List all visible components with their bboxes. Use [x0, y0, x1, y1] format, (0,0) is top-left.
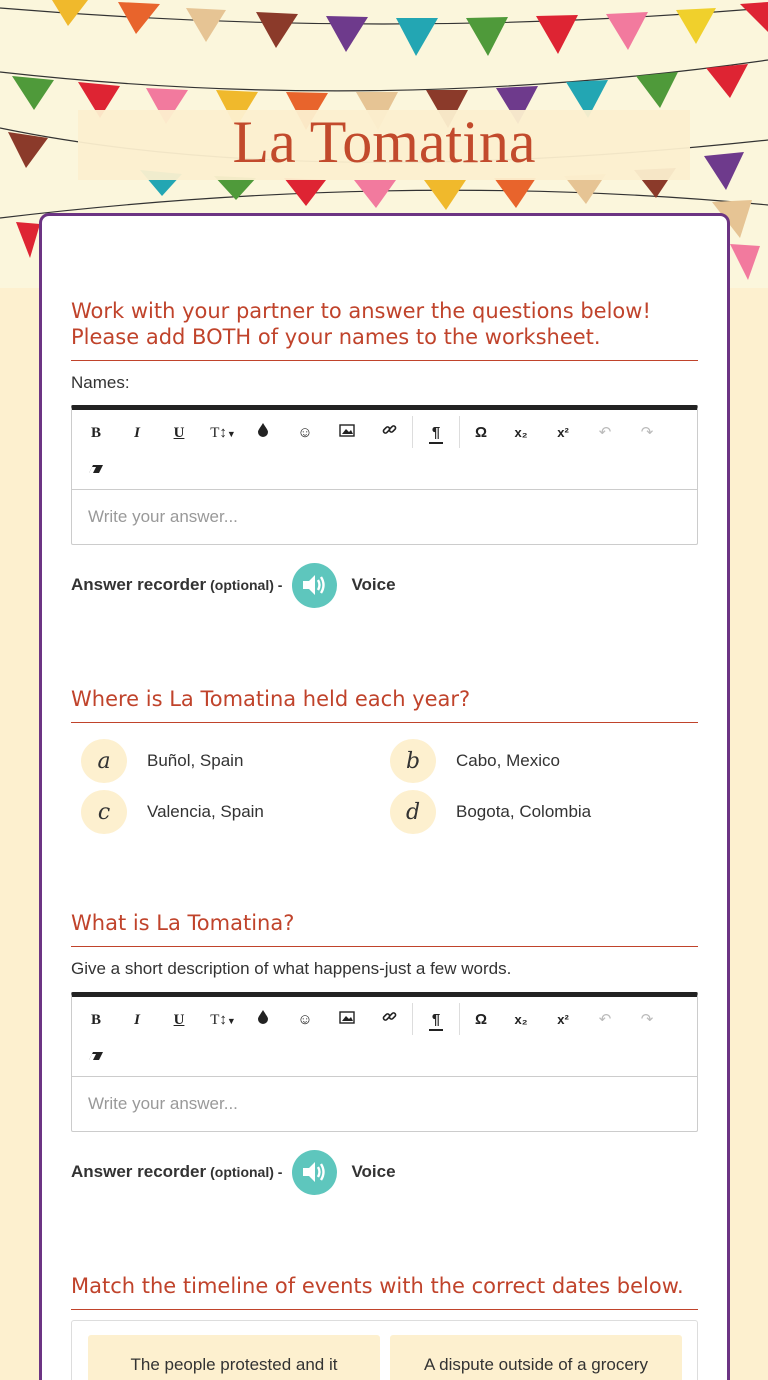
option-b[interactable] [390, 739, 560, 783]
option-d[interactable] [390, 790, 591, 834]
toolbar-separator [412, 1003, 413, 1035]
description-answer-input[interactable]: Write your answer... [88, 1094, 238, 1113]
image-icon[interactable] [332, 420, 362, 446]
subscript-icon[interactable]: x₂ [514, 1012, 528, 1027]
option-letter: c [81, 790, 127, 834]
image-icon[interactable] [332, 1007, 362, 1033]
match-card-2[interactable]: A dispute outside of a grocery [390, 1335, 682, 1380]
question-1 [71, 298, 698, 393]
eraser-icon[interactable] [81, 1044, 111, 1070]
editor-toolbar [72, 997, 697, 1077]
undo-icon[interactable]: ↶ [598, 424, 612, 441]
page-title: La Tomatina [232, 109, 536, 175]
undo-icon[interactable]: ↶ [598, 1011, 612, 1028]
question-2-heading: Where is La Tomatina held each year? [71, 686, 698, 723]
worksheet-card [39, 213, 730, 1380]
question-1-heading: Work with your partner to answer the questions below! Please add BOTH of your names to the worksheet. [71, 298, 698, 361]
superscript-icon[interactable]: x² [557, 425, 569, 440]
italic-button[interactable]: I [134, 1012, 140, 1028]
names-label: Names: [71, 373, 130, 392]
question-4-heading: Match the timeline of events with the correct dates below. [71, 1273, 698, 1310]
speaker-icon [301, 1160, 329, 1184]
toolbar-separator [459, 1003, 460, 1035]
omega-icon[interactable]: Ω [474, 424, 488, 441]
question-3-heading: What is La Tomatina? [71, 910, 698, 947]
text-size-label: T↕ [210, 1012, 227, 1028]
description-label: Give a short description of what happens-just a few words. [71, 959, 512, 978]
bold-button[interactable]: B [90, 425, 101, 441]
eraser-icon[interactable] [81, 457, 111, 483]
match-card-1[interactable]: The people protested and it [88, 1335, 380, 1380]
description-editor [71, 992, 698, 1132]
option-letter: b [390, 739, 436, 783]
redo-icon[interactable]: ↷ [640, 424, 654, 441]
question-2 [71, 686, 698, 723]
voice-record-button[interactable] [292, 1150, 337, 1195]
link-icon[interactable] [374, 420, 404, 446]
voice-label: Voice [351, 575, 396, 594]
emoji-icon[interactable]: ☺ [297, 424, 313, 441]
option-a[interactable] [81, 739, 243, 783]
link-icon[interactable] [374, 1007, 404, 1033]
italic-button[interactable]: I [134, 425, 140, 441]
underline-button[interactable]: U [173, 1012, 185, 1028]
names-answer-input[interactable]: Write your answer... [88, 507, 238, 526]
toolbar-separator [459, 416, 460, 448]
caret-down-icon: ▼ [226, 1016, 236, 1026]
paragraph-icon[interactable]: ¶ [421, 420, 451, 446]
omega-icon[interactable]: Ω [474, 1011, 488, 1028]
voice-record-button[interactable] [292, 563, 337, 608]
paragraph-icon[interactable]: ¶ [421, 1007, 451, 1033]
caret-down-icon: ▼ [226, 429, 236, 439]
color-icon[interactable] [248, 420, 278, 446]
option-text: Buñol, Spain [147, 751, 244, 770]
answer-recorder-1 [71, 562, 396, 608]
option-letter: a [81, 739, 127, 783]
option-text: Bogota, Colombia [456, 802, 592, 821]
superscript-icon[interactable]: x² [557, 1012, 569, 1027]
toolbar-separator [412, 416, 413, 448]
recorder-label: Answer recorder [71, 1162, 207, 1181]
editor-toolbar [72, 410, 697, 490]
bold-button[interactable]: B [90, 1012, 101, 1028]
option-text: Valencia, Spain [147, 802, 264, 821]
question-4 [71, 1273, 698, 1310]
text-size-dropdown[interactable] [206, 420, 240, 446]
text-size-label: T↕ [210, 425, 227, 441]
color-icon[interactable] [248, 1007, 278, 1033]
speaker-icon [301, 573, 329, 597]
subscript-icon[interactable]: x₂ [514, 425, 528, 440]
option-letter: d [390, 790, 436, 834]
question-3 [71, 910, 698, 979]
emoji-icon[interactable]: ☺ [297, 1011, 313, 1028]
option-c[interactable] [81, 790, 264, 834]
redo-icon[interactable]: ↷ [640, 1011, 654, 1028]
names-editor [71, 405, 698, 545]
matching-area [71, 1320, 698, 1380]
recorder-optional: (optional) - [210, 577, 283, 593]
recorder-label: Answer recorder [71, 575, 207, 594]
option-text: Cabo, Mexico [456, 751, 560, 770]
answer-recorder-2 [71, 1149, 396, 1195]
recorder-optional: (optional) - [210, 1164, 283, 1180]
text-size-dropdown[interactable] [206, 1007, 240, 1033]
underline-button[interactable]: U [173, 425, 185, 441]
voice-label: Voice [351, 1162, 396, 1181]
